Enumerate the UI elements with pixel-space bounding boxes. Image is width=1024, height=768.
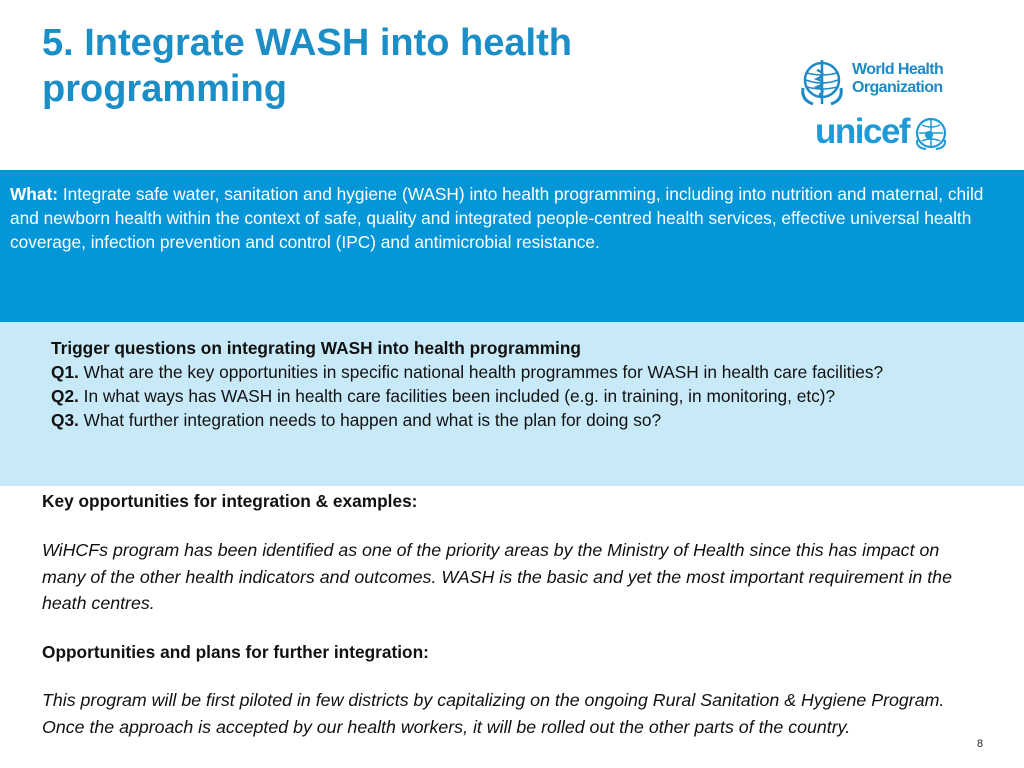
unicef-logo [814,114,954,152]
question-3-label: Q3. [51,410,79,430]
question-1-label: Q1. [51,362,79,382]
page-number: 8 [976,738,984,750]
question-1 [51,360,991,384]
trigger-questions-heading: Trigger questions on integrating WASH into health programming [51,338,581,358]
who-line-1: World Health [852,61,944,78]
trigger-questions-section [0,322,1024,486]
question-2-text: In what ways has WASH in health care facilities been included (e.g. in training, in monitoring, etc)? [83,386,836,406]
question-2-label: Q2. [51,386,79,406]
who-logo [797,56,952,108]
what-paragraph [10,182,1010,254]
what-description: Integrate safe water, sanitation and hygiene (WASH) into health programming, including into nutrition and maternal, child and newborn health within the context of safe, quality and integrated people-centred health services, effective universal health coverage, infection prevention and control (IPC) and antimicrobial resistance. [10,184,984,252]
who-line-2: Organization [852,79,943,96]
what-section [0,170,1024,322]
unicef-wordmark: unicef [815,112,910,151]
question-3 [51,408,991,432]
question-1-text: What are the key opportunities in specific national health programmes for WASH in health care facilities? [83,362,884,382]
slide-title: 5. Integrate WASH into health programming [42,22,572,110]
what-label: What: [10,184,58,204]
key-opportunities-body: WiHCFs program has been identified as one of the priority areas by the Ministry of Health since this has impact on many of the other health indicators and outcomes. WASH is the basic and yet the most important requirement in the heath centres. [42,540,952,613]
further-integration-heading: Opportunities and plans for further integration: [42,642,429,662]
further-integration-body: This program will be first piloted in few districts by capitalizing on the ongoing Rural Sanitation & Hygiene Program. Once the approach is accepted by our health workers, it will be rolled out the other parts of the country. [42,690,945,737]
question-3-text: What further integration needs to happen and what is the plan for doing so? [83,410,662,430]
trigger-questions-box [51,336,991,432]
who-emblem-icon [797,56,847,108]
unicef-emblem-icon [914,116,948,150]
who-logo-text [852,61,952,97]
key-opportunities-heading: Key opportunities for integration & examples: [42,491,418,511]
question-2 [51,384,991,408]
